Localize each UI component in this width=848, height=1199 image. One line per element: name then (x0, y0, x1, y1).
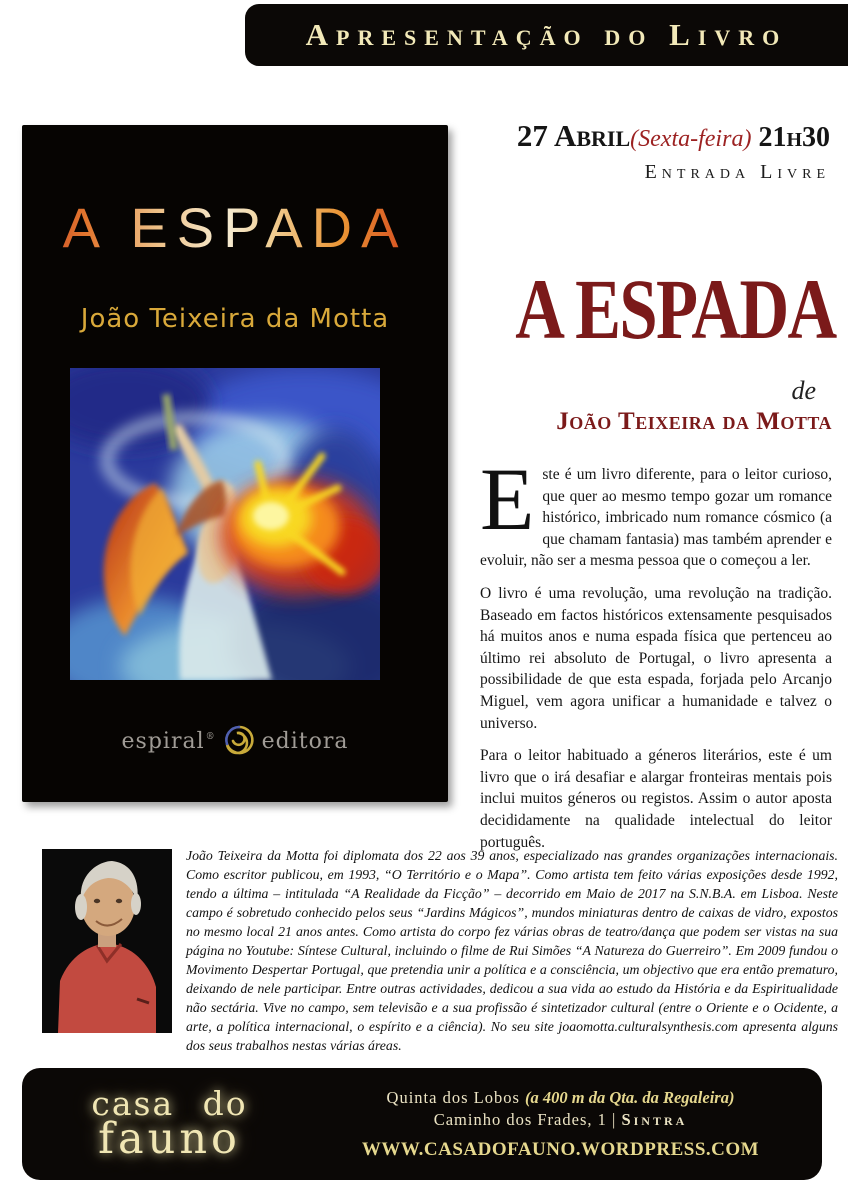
venue-line (317, 1088, 804, 1108)
book-info (480, 261, 836, 864)
author-portrait-graphic (42, 849, 172, 1033)
publisher-name-editora: editora (261, 728, 349, 754)
cover-author-name: João Teixeira da Motta (80, 304, 390, 334)
event-time: 21h30 (758, 122, 830, 153)
banner-title: Apresentação do Livro (305, 17, 788, 52)
address-line (317, 1110, 804, 1130)
byline-de: de (791, 376, 816, 405)
bottom-banner (22, 1068, 822, 1180)
author-photo (42, 849, 172, 1033)
venue-name: Quinta dos Lobos (386, 1087, 520, 1107)
registered-mark: ® (205, 732, 216, 743)
event-date-line (470, 120, 830, 153)
venue-info (317, 1088, 822, 1161)
cover-painting-angel-with-fire (70, 368, 380, 680)
top-banner (245, 4, 848, 66)
event-date: 27 Abril (516, 118, 631, 153)
venue-city: Sintra (621, 1109, 688, 1129)
author-bio: João Teixeira da Motta foi diplomata dos 22 aos 39 anos, especializado nas grandes organizações internacionais. Como escritor publicou, em 1993, “O Território e o Mapa”. Como artista tem feito várias exposições desde 1992, tendo a última – intitulada “A Realidade da Ficção” – decorrido em Maio de 2017 na S.N.B.A. em Lisboa. Neste campo é sobretudo conhecido pelos seus “Jardins Mágicos”, mundos miniaturas dentro de caixas de vidro, expostos no mesmo local 21 anos antes. Como artista do corpo fez várias obras de teatro/dança que podem ser vistas na sua página no Youtube: Síntese Cultural, incluindo o filme de Rui Simões “A Natureza do Guerreiro”. Em 2009 fundou o Movimento Despertar Portugal, que pretendia unir a política e a consciência, um objectivo que era então prematuro, deixando de nele participar. Entre outras actividades, dedicou a sua vida ao estudo da História e da Espiritualidade não sectária. Vive no campo, sem televisão e a sua profissão é sintetizador cultural (entre o Oriente e o Ocidente, a arte, a política internacional, o espírito e a ciência). No seu site joaomotta.culturalsynthesis.com apresenta alguns dos seus trabalhos nestas várias áreas. (186, 848, 838, 1053)
paragraph-2: O livro é uma revolução, uma revolução na tradição. Baseado em factos históricos extensamente pesquisados há muitos anos e numa espada física que pertenceu ao último rei absoluto de Portugal, o livro apresenta a possibilidade de que esta espada, forjada pelo Arcanjo Miguel, vem agora unificar a humanidade e talvez o universo. (480, 584, 832, 732)
publisher-logo (22, 724, 448, 758)
paragraph-1-text: ste é um livro diferente, para o leitor curioso, que quer ao mesmo tempo gozar um romance histórico, imbricado num romance cósmico (a que chamam fantasia) mas também aprender e evoluir, não ser a mesma pessoa que o começou a ler. (480, 466, 832, 570)
spiral-icon (222, 724, 256, 758)
logo-text-fauno: fauno (98, 1114, 241, 1165)
venue-address: Caminho dos Frades, 1 (433, 1109, 607, 1129)
venue-note: (a 400 m da Qta. da Regaleira) (525, 1087, 735, 1107)
publisher-name-espiral: espiral® (121, 728, 216, 754)
website-link[interactable]: WWW.CASADOFAUNO.WORDPRESS.COM (361, 1138, 760, 1160)
logo-text-casa-do: casa do (91, 1083, 248, 1123)
dropcap-letter: E (480, 451, 535, 549)
cover-title: A ESPADA (22, 195, 448, 260)
book-author-name: João Teixeira da Motta (556, 408, 832, 435)
free-entry-label: Entrada Livre (644, 160, 830, 183)
book-description (480, 451, 832, 853)
paragraph-1 (480, 451, 832, 572)
book-cover (22, 125, 448, 802)
event-weekday: (Sexta-feira) (630, 126, 752, 152)
angel-painting-graphic (70, 368, 380, 680)
separator-bar: | (612, 1109, 617, 1129)
casa-do-fauno-logo (22, 1083, 317, 1165)
event-info (470, 120, 830, 184)
book-title: A ESPADA (515, 261, 836, 357)
paragraph-3: Para o leitor habituado a géneros literários, este é um livro que o irá desafiar e alargar fronteiras mentais pois inclui muitos géneros ou registos. Assim o autor aposta decididamente na qualidade intelectual do leitor português. (480, 747, 832, 851)
